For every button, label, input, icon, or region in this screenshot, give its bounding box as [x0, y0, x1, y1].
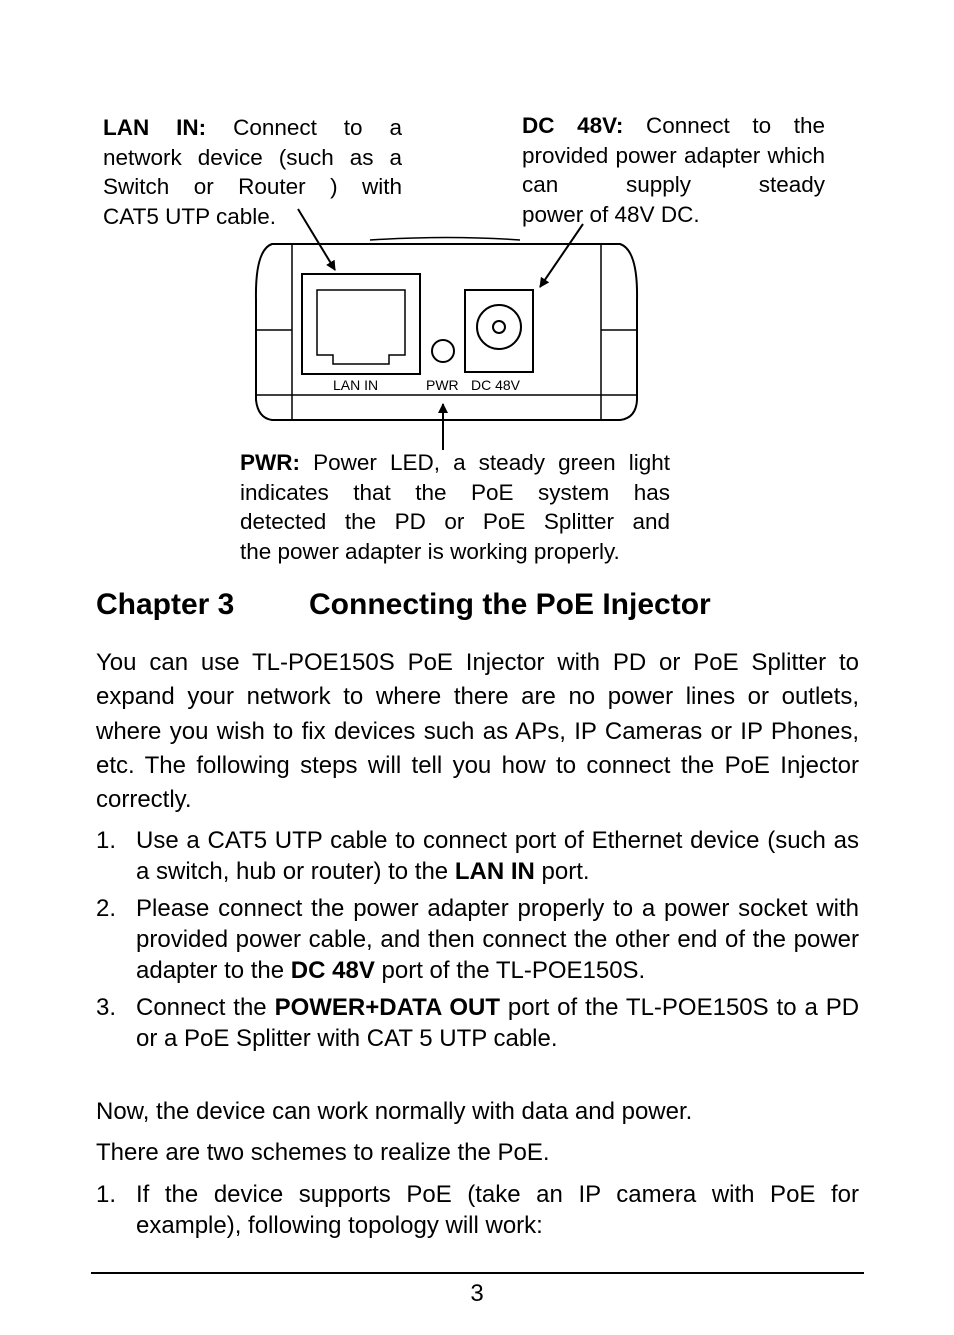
- step-text: Connect the: [136, 994, 267, 1021]
- dc48v-description: Connect to the provided power adapter which can supply steady: [522, 113, 825, 197]
- pwr-description-end: the power adapter is working properly.: [240, 538, 620, 564]
- step-number: 3.: [96, 994, 117, 1021]
- lan-in-description: Connect to a network device (such as a Switch or Router ) with: [103, 115, 402, 199]
- step-text-end: port of the TL-POE150S.: [381, 957, 646, 984]
- scheme-list: [96, 1179, 859, 1247]
- step-number: 2.: [96, 895, 117, 922]
- page-number: 3: [470, 1280, 484, 1307]
- device-label-lan-in: LAN IN: [333, 377, 379, 393]
- dc48v-arrow: [540, 224, 583, 287]
- scheme-number: 1.: [96, 1181, 117, 1208]
- connection-steps: [96, 825, 859, 1060]
- schemes-paragraph: There are two schemes to realize the PoE.: [96, 1139, 550, 1166]
- device-label-pwr: PWR: [426, 377, 459, 393]
- chapter-heading: [96, 588, 711, 622]
- chapter-title: Connecting the PoE Injector: [309, 588, 711, 621]
- step-number: 1.: [96, 827, 117, 854]
- lan-in-label: LAN IN:: [103, 115, 207, 140]
- lan-port: [302, 274, 420, 374]
- device-label-dc48v: DC 48V: [471, 377, 521, 393]
- step-item: [96, 893, 859, 986]
- lan-in-arrow: [298, 209, 335, 270]
- pwr-description: Power LED, a steady green light indicates that the PoE system has detected the PD or PoE Splitter and: [240, 450, 670, 534]
- scheme-item: [96, 1179, 859, 1241]
- step-text: Please connect the power adapter properly to a power socket with provided power cable, and then connect the other end of the power adapter to the: [136, 895, 859, 984]
- pwr-label: PWR:: [240, 450, 300, 475]
- step-bold: DC 48V: [290, 957, 375, 984]
- step-text-end: port of the TL-POE150S to a PD or a PoE Splitter with CAT 5 UTP cable.: [136, 994, 860, 1052]
- step-item: [96, 825, 859, 887]
- dc-jack: [465, 290, 533, 372]
- step-bold: LAN IN: [454, 858, 535, 885]
- intro-paragraph: You can use TL-POE150S PoE Injector with PD or PoE Splitter to expand your network to where there are no power lines or outlets, where you wish to fix devices such as APs, IP Cameras or IP Phones, etc. The following steps will tell you how to connect the PoE Injector correctly.: [96, 649, 859, 814]
- lan-in-description-end: CAT5 UTP cable.: [103, 203, 276, 229]
- dc48v-label: DC 48V:: [522, 113, 624, 138]
- step-text-end: port.: [541, 858, 590, 885]
- status-paragraph: Now, the device can work normally with data and power.: [96, 1098, 693, 1125]
- step-item: [96, 992, 859, 1054]
- step-text: Use a CAT5 UTP cable to connect port of Ethernet device (such as a switch, hub or router) to the: [136, 827, 859, 885]
- scheme-text: If the device supports PoE (take an IP camera with PoE for example), following topology will work:: [136, 1181, 859, 1239]
- power-led-icon: [432, 340, 454, 362]
- footer-rule: [91, 1272, 864, 1274]
- chapter-number: Chapter 3: [96, 588, 235, 621]
- poe-injector-diagram: [0, 0, 954, 600]
- step-bold: POWER+DATA OUT: [274, 994, 501, 1021]
- dc48v-description-end: power of 48V DC.: [522, 201, 700, 227]
